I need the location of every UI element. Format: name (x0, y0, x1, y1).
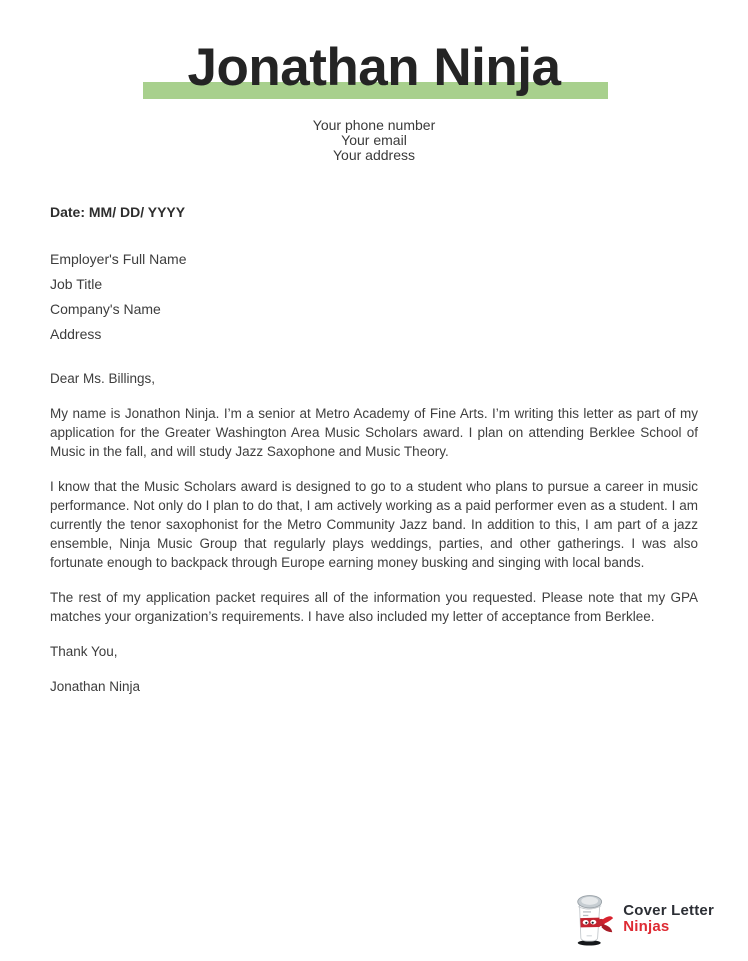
contact-address: Your address (333, 147, 415, 163)
paragraph-1: My name is Jonathon Ninja. I’m a senior at Metro Academy of Fine Arts. I’m writing this letter as part of my application for the Greater Washington Area Music Scholars award. I plan on attending Berklee School of Music in the fall, and will study Jazz Saxophone and Music Theory. (50, 406, 698, 459)
date-line: Date: MM/ DD/ YYYY (50, 204, 186, 220)
closing: Thank You, (50, 644, 118, 659)
applicant-name: Jonathan Ninja (187, 38, 561, 97)
recipient-block (50, 247, 698, 347)
letter-body (50, 204, 698, 696)
recipient-job-title: Job Title (50, 276, 103, 292)
paragraph-2: I know that the Music Scholars award is designed to go to a student who plans to pursue a career in music performance. Not only do I plan to do that, I am actively working as a paid performer even as a student. I am currently the tenor saxophonist for the Metro Community Jazz band. In addition to this, I am part of a jazz ensemble, Ninja Music Group that regularly plays weddings, parties, and other gatherings. I was also fortunate enough to backpack through Europe earning money busking and singing with local bands. (50, 479, 698, 570)
salutation: Dear Ms. Billings, (50, 371, 156, 386)
recipient-address: Address (50, 326, 102, 342)
brand-line2: Ninjas (623, 918, 670, 935)
brand-wordmark (623, 903, 714, 935)
contact-phone: Your phone number (312, 117, 436, 133)
contact-email: Your email (341, 132, 407, 148)
ninja-scroll-logo-icon (568, 891, 614, 947)
contact-block (0, 118, 748, 163)
recipient-company-name: Company's Name (50, 301, 161, 317)
brand-footer (568, 891, 714, 947)
brand-line1: Cover Letter (623, 902, 714, 919)
paragraph-3: The rest of my application packet requires all of the information you requested. Please note that my GPA matches your organization’s requirements. I have also included my letter of acceptance from Berklee. (50, 590, 698, 624)
signature: Jonathan Ninja (50, 679, 141, 694)
recipient-employer-name: Employer's Full Name (50, 251, 187, 267)
